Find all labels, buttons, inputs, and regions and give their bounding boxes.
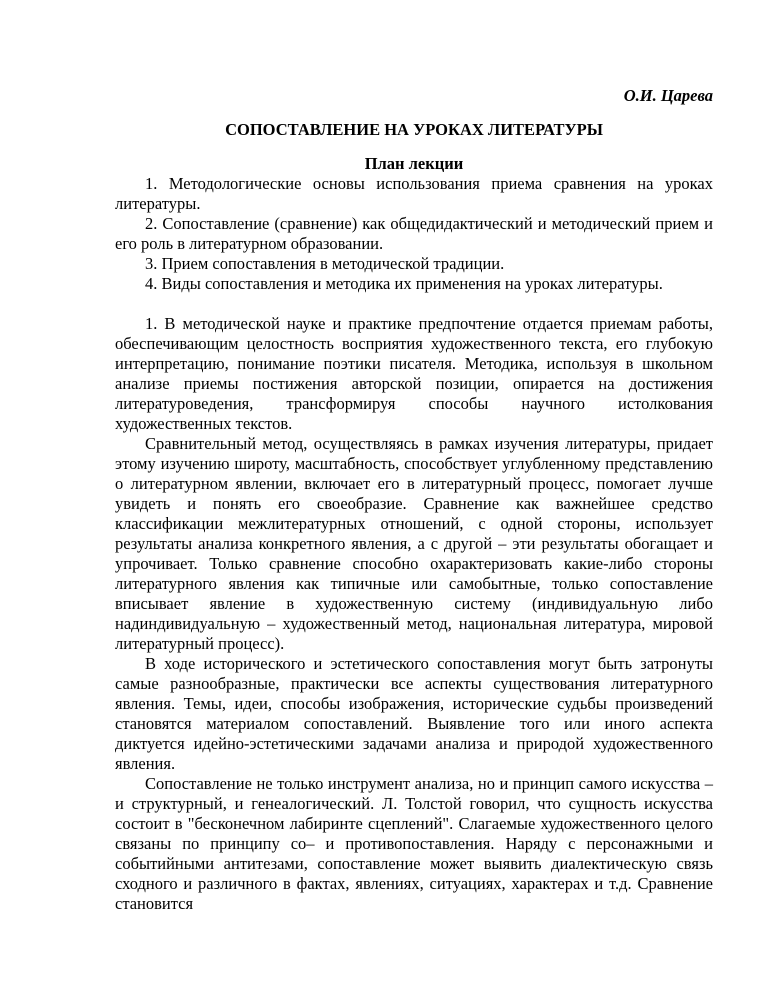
document-title: СОПОСТАВЛЕНИЕ НА УРОКАХ ЛИТЕРАТУРЫ xyxy=(225,120,603,139)
plan-item: 4. Виды сопоставления и методика их применения на уроках литературы. xyxy=(145,274,663,293)
document-page xyxy=(115,86,713,914)
author-name: О.И. Царева xyxy=(623,86,713,105)
plan-item: 3. Прием сопоставления в методической традиции. xyxy=(145,254,505,273)
plan-list xyxy=(115,174,713,294)
plan-item: 1. Методологические основы использования приема сравнения на уроках литературы. xyxy=(115,174,713,213)
body-paragraph: В ходе исторического и эстетического сопоставления могут быть затронуты самые разнообразные, практически все аспекты существования литературного явления. Темы, идеи, способы изображения, исторические судьбы произведений становятся материалом сопоставлений. Выявление того или иного аспекта диктуется идейно-эстетическими задачами анализа и природой художественного явления. xyxy=(115,654,713,773)
body-text xyxy=(115,314,713,914)
body-paragraph: Сравнительный метод, осуществляясь в рамках изучения литературы, придает этому изучению широту, масштабность, способствует углубленному представлению о литературном явлении, включает его в литературный процесс, помогает лучше увидеть и понять его своеобразие. Сравнение как важнейшее средство классификации межлитературных отношений, с одной стороны, использует результаты анализа конкретного явления, а с другой – эти результаты обогащает и упрочивает. Только сравнение способно охарактеризовать какие-либо стороны литературного явления как типичные или самобытные, только сопоставление вписывает явление в художественную систему (индивидуальную либо надиндивидуальную – художественный метод, национальная литература, мировой литературный процесс). xyxy=(115,434,713,653)
plan-item: 2. Сопоставление (сравнение) как общедидактический и методический прием и его роль в литературном образовании. xyxy=(115,214,713,253)
plan-heading: План лекции xyxy=(364,154,464,173)
body-paragraph: Сопоставление не только инструмент анализа, но и принцип самого искусства – и структурный, и генеалогический. Л. Толстой говорил, что сущность искусства состоит в "бесконечном лабиринте сцеплений". Слагаемые художественного целого связаны по принципу со– и противопоставления. Наряду с персонажными и событийными антитезами, сопоставление может выявить диалектическую связь сходного и различного в фактах, явлениях, ситуациях, характерах и т.д. Сравнение становится xyxy=(115,774,713,913)
body-paragraph: 1. В методической науке и практике предпочтение отдается приемам работы, обеспечивающим целостность восприятия художественного текста, его глубокую интерпретацию, понимание поэтики писателя. Методика, используя в школьном анализе приемы постижения авторской позиции, опирается на достижения литературоведения, трансформируя способы научного истолкования художественных текстов. xyxy=(115,314,713,433)
section-spacer xyxy=(115,294,713,314)
